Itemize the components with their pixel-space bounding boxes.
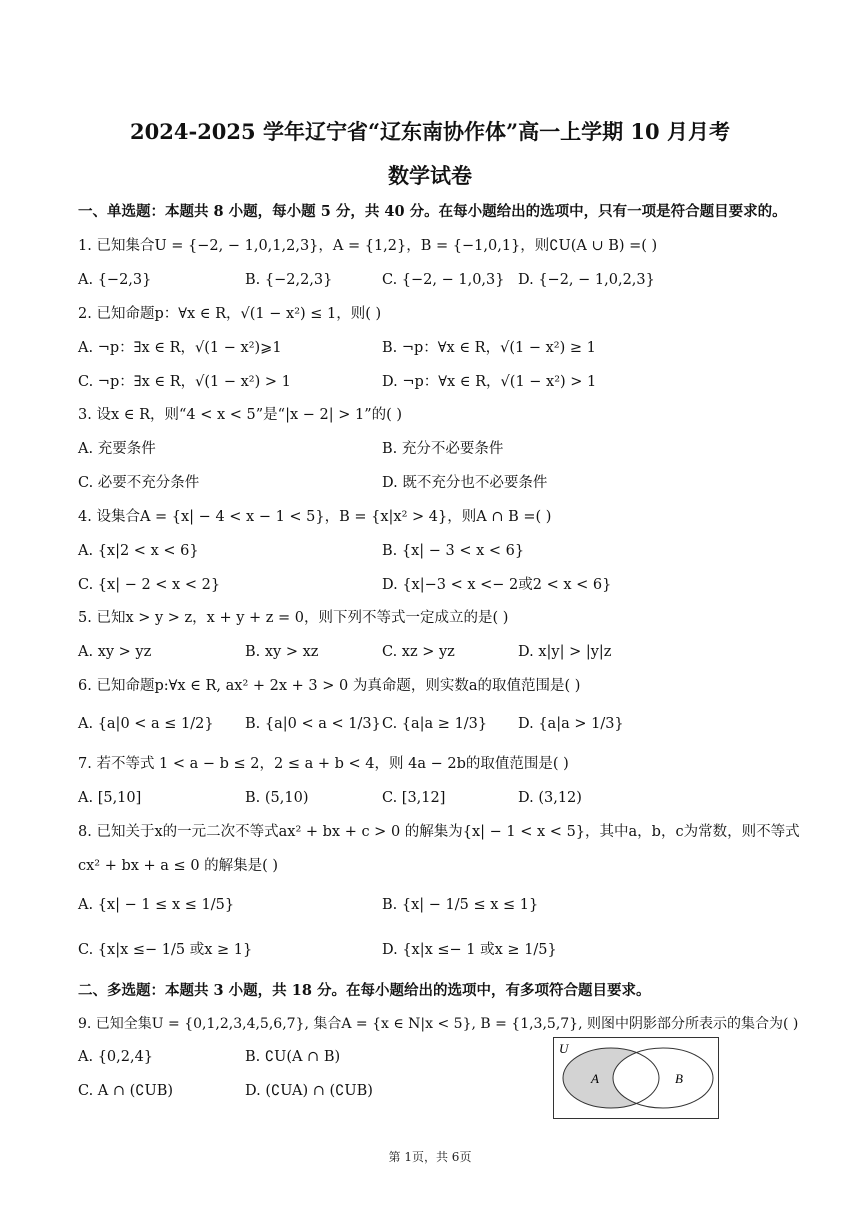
question-7-option-a: A. [5,10] bbox=[78, 790, 142, 806]
question-2-option-c: C. ¬p：∃x ∈ R，√(1 − x²) > 1 bbox=[78, 374, 291, 390]
question-7-option-b: B. (5,10) bbox=[245, 790, 309, 806]
question-5-option-a: A. xy > yz bbox=[78, 644, 152, 660]
section-heading-multiple-choice: 二、多选题：本题共 3 小题，共 18 分。在每小题给出的选项中，有多项符合题目要求。 bbox=[78, 982, 651, 999]
question-2-stem: 2. 已知命题p：∀x ∈ R，√(1 − x²) ≤ 1，则( ) bbox=[78, 306, 382, 322]
question-8-option-a: A. {x| − 1 ≤ x ≤ 1/5} bbox=[78, 897, 235, 913]
question-1-stem: 1. 已知集合U = {−2, − 1,0,1,2,3}，A = {1,2}，B = {−1,0,1}，则∁U(A ∪ B) =( ) bbox=[78, 238, 658, 254]
question-1-option-c: C. {−2, − 1,0,3} bbox=[382, 272, 505, 288]
question-1-option-a: A. {−2,3} bbox=[78, 272, 152, 288]
question-6-option-d: D. {a|a > 1/3} bbox=[518, 716, 624, 732]
question-5-option-d: D. x|y| > |y|z bbox=[518, 644, 612, 660]
question-4-option-b: B. {x| − 3 < x < 6} bbox=[382, 543, 525, 559]
question-2-option-b: B. ¬p：∀x ∈ R，√(1 − x²) ≥ 1 bbox=[382, 340, 596, 356]
question-3-option-a: A. 充要条件 bbox=[78, 441, 156, 457]
set-a-label: A bbox=[591, 1071, 599, 1086]
question-8-stem-continued: cx² + bx + a ≤ 0 的解集是( ) bbox=[78, 858, 279, 874]
question-3-stem: 3. 设x ∈ R，则“4 < x < 5”是“|x − 2| > 1”的( ) bbox=[78, 407, 403, 423]
question-9-option-a: A. {0,2,4} bbox=[78, 1049, 154, 1065]
question-8-option-d: D. {x|x ≤− 1 或x ≥ 1/5} bbox=[382, 942, 557, 958]
question-3-option-c: C. 必要不充分条件 bbox=[78, 475, 200, 491]
question-1-option-b: B. {−2,2,3} bbox=[245, 272, 333, 288]
question-4-option-c: C. {x| − 2 < x < 2} bbox=[78, 577, 221, 593]
question-9-option-d: D. (∁UA) ∩ (∁UB) bbox=[245, 1083, 373, 1099]
question-3-option-d: D. 既不充分也不必要条件 bbox=[382, 475, 548, 491]
exam-title: 2024-2025 学年辽宁省“辽东南协作体”高一上学期 10 月月考 bbox=[130, 119, 730, 144]
set-b-label: B bbox=[675, 1071, 683, 1086]
question-5-stem: 5. 已知x > y > z，x + y + z = 0，则下列不等式一定成立的是( ) bbox=[78, 610, 509, 626]
question-4-stem: 4. 设集合A = {x| − 4 < x − 1 < 5}，B = {x|x² > 4}，则A ∩ B =( ) bbox=[78, 509, 552, 525]
page-footer: 第 1页，共 6页 bbox=[388, 1150, 472, 1164]
question-7-option-c: C. [3,12] bbox=[382, 790, 446, 806]
question-9-stem: 9. 已知全集U = {0,1,2,3,4,5,6,7}, 集合A = {x ∈ N|x < 5}, B = {1,3,5,7}, 则图中阴影部分所表示的集合为( ) bbox=[78, 1016, 799, 1032]
question-7-option-d: D. (3,12) bbox=[518, 790, 582, 806]
universe-label: U bbox=[559, 1041, 569, 1056]
question-5-option-b: B. xy > xz bbox=[245, 644, 319, 660]
question-7-stem: 7. 若不等式 1 < a − b ≤ 2，2 ≤ a + b < 4，则 4a − 2b的取值范围是( ) bbox=[78, 756, 569, 772]
question-9-option-c: C. A ∩ (∁UB) bbox=[78, 1083, 174, 1099]
question-2-option-a: A. ¬p：∃x ∈ R，√(1 − x²)⩾1 bbox=[78, 340, 282, 356]
question-6-option-a: A. {a|0 < a ≤ 1/2} bbox=[78, 716, 214, 732]
question-4-option-a: A. {x|2 < x < 6} bbox=[78, 543, 199, 559]
question-8-option-c: C. {x|x ≤− 1/5 或x ≥ 1} bbox=[78, 942, 253, 958]
question-5-option-c: C. xz > yz bbox=[382, 644, 455, 660]
question-6-stem: 6. 已知命题p:∀x ∈ R, ax² + 2x + 3 > 0 为真命题，则实数a的取值范围是( ) bbox=[78, 678, 581, 694]
question-8-stem: 8. 已知关于x的一元二次不等式ax² + bx + c > 0 的解集为{x| − 1 < x < 5}，其中a，b，c为常数，则不等式 bbox=[78, 824, 800, 840]
exam-subtitle: 数学试卷 bbox=[388, 163, 472, 188]
question-8-option-b: B. {x| − 1/5 ≤ x ≤ 1} bbox=[382, 897, 539, 913]
question-6-option-c: C. {a|a ≥ 1/3} bbox=[382, 716, 488, 732]
venn-diagram bbox=[553, 1037, 719, 1119]
question-9-option-b: B. ∁U(A ∩ B) bbox=[245, 1049, 341, 1065]
question-2-option-d: D. ¬p：∀x ∈ R，√(1 − x²) > 1 bbox=[382, 374, 597, 390]
question-4-option-d: D. {x|−3 < x <− 2或2 < x < 6} bbox=[382, 577, 612, 593]
question-6-option-b: B. {a|0 < a < 1/3} bbox=[245, 716, 381, 732]
question-3-option-b: B. 充分不必要条件 bbox=[382, 441, 504, 457]
section-heading-single-choice: 一、单选题：本题共 8 小题，每小题 5 分，共 40 分。在每小题给出的选项中，只有一项是符合题目要求的。 bbox=[78, 203, 787, 220]
question-1-option-d: D. {−2, − 1,0,2,3} bbox=[518, 272, 655, 288]
